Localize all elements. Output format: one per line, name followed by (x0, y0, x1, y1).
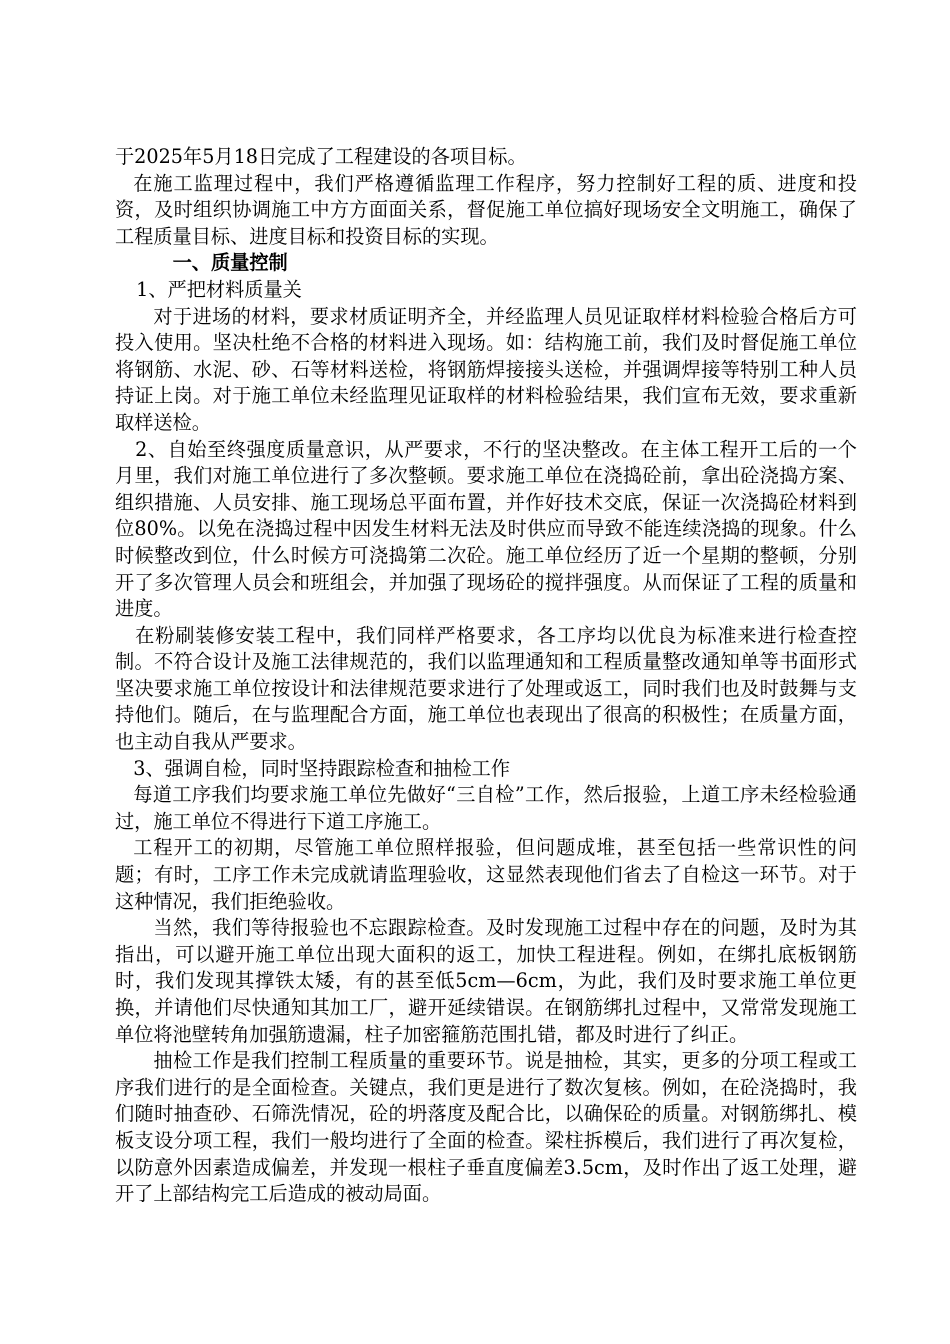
section-heading-quality-control: 一、质量控制 (172, 251, 288, 275)
paragraph-strict-rectification: 2、自始至终强度质量意识，从严要求，不行的坚决整改。在主体工程开工后的一个月里，我们对施工单位进行了多次整顿。要求施工单位在浇捣砼前，拿出砼浇捣方案、组织措施、人员安排、施工现场总平面布置，并作好技术交底，保证一次浇捣砼材料到位80%。以免在浇捣过程中因发生材料无法及时供应而导致不能连续浇捣的现象。什么时候整改到位，什么时候方可浇捣第二次砼。施工单位经历了近一个星期的整顿，分别开了多次管理人员会和班组会，并加强了现场砼的搅拌强度。从而保证了工程的质量和进度。 (115, 437, 857, 621)
paragraph-early-stage-issues: 工程开工的初期，尽管施工单位照样报验，但问题成堆，甚至包括一些常识性的问题；有时，工序工作未完成就请监理验收，这显然表现他们省去了自检这一环节。对于这种情况，我们拒绝验收。 (115, 836, 857, 913)
paragraph-follow-up-inspection: 当然，我们等待报验也不忘跟踪检查。及时发现施工过程中存在的问题，及时为其指出，可以避开施工单位出现大面积的返工，加快工程进程。例如，在绑扎底板钢筋时，我们发现其撑铁太矮，有的甚至低5cm—6cm，为此，我们及时要求施工单位更换，并请他们尽快通知其加工厂，避开延续错误。在钢筋绑扎过程中，又常常发现施工单位将池壁转角加强筋遗漏，柱子加密箍筋范围扎错，都及时进行了纠正。 (115, 916, 857, 1046)
paragraph-completion-date: 于2025年5月18日完成了工程建设的各项目标。 (115, 145, 527, 168)
paragraph-supervision-overview: 在施工监理过程中，我们严格遵循监理工作程序，努力控制好工程的质、进度和投资，及时组织协调施工中方方面面关系，督促施工单位搞好现场安全文明施工，确保了工程质量目标、进度目标和投资目标的实现。 (115, 171, 857, 248)
paragraph-three-self-checks: 每道工序我们均要求施工单位先做好“三自检”工作，然后报验，上道工序未经检验通过，施工单位不得进行下道工序施工。 (115, 783, 857, 833)
document-page (115, 144, 857, 1208)
paragraph-material-inspection: 对于进场的材料，要求材质证明齐全，并经监理人员见证取样材料检验合格后方可投入使用。坚决杜绝不合格的材料进入现场。如：结构施工前，我们及时督促施工单位将钢筋、水泥、砂、石等材料送检，将钢筋焊接接头送检，并强调焊接等特别工种人员持证上岗。对于施工单位未经监理见证取样的材料检验结果，我们宣布无效，要求重新取样送检。 (115, 304, 857, 434)
paragraph-decoration-works: 在粉刷装修安装工程中，我们同样严格要求，各工序均以优良为标准来进行检查控制。不符合设计及施工法律规范的，我们以监理通知和工程质量整改通知单等书面形式坚决要求施工单位按设计和法律规范要求进行了处理或返工，同时我们也及时鼓舞与支持他们。随后，在与监理配合方面，施工单位也表现出了很高的积极性；在质量方面，也主动自我从严要求。 (115, 623, 857, 754)
subheading-material-quality: 1、严把材料质量关 (136, 277, 302, 301)
subheading-self-inspection: 3、强调自检，同时坚持跟踪检查和抽检工作 (133, 756, 511, 780)
paragraph-spot-check: 抽检工作是我们控制工程质量的重要环节。说是抽检，其实，更多的分项工程或工序我们进行的是全面检查。关键点，我们更是进行了数次复核。例如，在砼浇捣时，我们随时抽查砂、石筛洗情况，砼的坍落度及配合比，以确保砼的质量。对钢筋绑扎、模板支设分项工程，我们一般均进行了全面的检查。梁柱拆模后，我们进行了再次复检，以防意外因素造成偏差，并发现一根柱子垂直度偏差3.5cm，及时作出了返工处理，避开了上部结构完工后造成的被动局面。 (115, 1049, 857, 1206)
